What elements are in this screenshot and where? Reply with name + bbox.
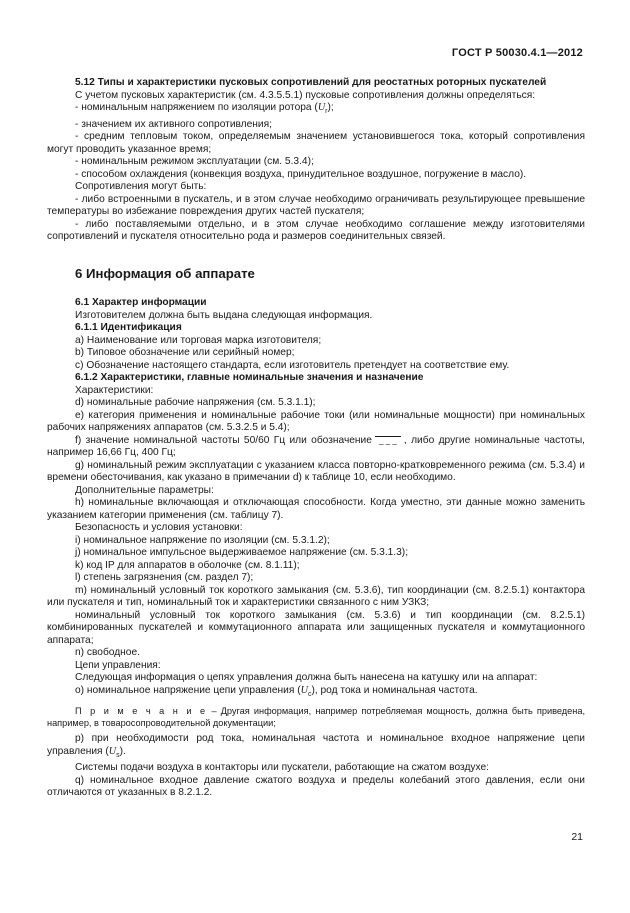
paragraph: С учетом пусковых характеристик (см. 4.3.5.5.1) пусковые сопротивления должны определяться: — [75, 89, 536, 101]
subsection-title: 6.1.2 Характеристики, главные номинальные значения и назначение — [75, 372, 424, 383]
list-item: - номинальным напряжением по изоляции ротора $(U_r)$; — [75, 102, 334, 116]
list-item: f) значение номинальной частоты 50/60 Гц или обозначение _ _ _ , либо другие номинальные частоты, например 16,66 Гц, 400 Гц; — [47, 434, 585, 458]
list-item: - средним тепловым током, определяемым значением установившегося тока, который сопротивления могут проводить указанное время; — [47, 131, 585, 155]
section-6-heading-block — [47, 268, 585, 281]
list-item: p) при необходимости род тока, номинальная частота и номинальное входное напряжение цепи управления $(U_s)$. — [47, 733, 585, 759]
list-item: h) номинальные включающая и отключающая способности. Когда уместно, эти данные можно заменить указанием категории применения (см. таблицу 7). — [47, 497, 585, 521]
list-item: - значением их активного сопротивления; — [75, 118, 272, 130]
list-item: d) номинальные рабочие напряжения (см. 5.3.1.1); — [75, 397, 316, 408]
list-item: o) номинальное напряжение цепи управления $(U_c)$, род тока и номинальная частота. — [75, 684, 478, 698]
section-5-12 — [47, 77, 585, 244]
list-item: номинальный условный ток короткого замыкания (см. 5.3.6) и тип координации (см. 8.2.5.1) комбинированных пускателей и коммутационного аппарата или защищенных пускателя и коммутационного аппарата; — [47, 609, 585, 646]
list-item: i) номинальное напряжение по изоляции (см. 5.3.1.2); — [75, 534, 330, 546]
paragraph: Цепи управления: — [75, 659, 161, 671]
note: П р и м е ч а н и е – Другая информация, например потребляемая мощность, должна быть приведена, например, в товаросопроводительной документации; — [47, 706, 585, 729]
list-item: g) номинальный режим эксплуатации с указанием класса повторно-кратковременного режима (см. 5.3.4) и времени обесточивания, как указано в примечании d) к таблице 10, если необходимо. — [47, 459, 585, 483]
list-item: m) номинальный условный ток короткого замыкания (см. 5.3.6), тип координации (см. 8.2.5.1) контактора или пускателя и тип, номинальный ток и характеристики связанного с ним УЗКЗ; — [47, 584, 585, 608]
list-item: - номинальным режимом эксплуатации (см. 5.3.4); — [75, 156, 314, 168]
list-item: - либо встроенными в пускатель, и в этом случае необходимо ограничивать результирующее превышение температуры во избежание повреждения других частей пускателя; — [47, 193, 585, 218]
paragraph: Безопасность и условия установки: — [75, 522, 243, 533]
list-item: l) степень загрязнения (см. раздел 7); — [75, 572, 254, 583]
standard-header: ГОСТ Р 50030.4.1—2012 — [451, 47, 583, 59]
paragraph: Следующая информация о цепях управления должна быть нанесена на катушку или на аппарат: — [75, 672, 538, 683]
list-item: - либо поставляемыми отдельно, и в этом случае необходимо соглашение между изготовителями сопротивлений и пускателя относительно рода и размеров соединительных связей. — [47, 218, 585, 243]
list-item: k) код IP для аппаратов в оболочке (см. 8.1.11); — [75, 559, 300, 571]
paragraph: Системы подачи воздуха в контакторы или пускатели, работающие на сжатом воздухе: — [75, 762, 489, 774]
section-title: 5.12 Типы и характеристики пусковых сопротивлений для реостатных роторных пускателей — [75, 77, 547, 88]
paragraph: Дополнительные параметры: — [75, 484, 214, 496]
list-item: n) свободное. — [75, 647, 140, 658]
subsection-title: 6.1 Характер информации — [75, 297, 207, 308]
subsection-title: 6.1.1 Идентификация — [75, 322, 182, 333]
paragraph: Сопротивления могут быть: — [75, 181, 207, 193]
list-item: j) номинальное импульсное выдерживаемое напряжение (см. 5.3.1.3); — [75, 547, 409, 558]
list-item: b) Типовое обозначение или серийный номер; — [75, 347, 295, 358]
paragraph: Характеристики: — [75, 384, 154, 396]
list-item: q) номинальное входное давление сжатого воздуха и пределы колебаний этого давления, если они отличаются от указанных в 8.2.1.2. — [47, 774, 585, 799]
list-item: e) категория применения и номинальные рабочие токи (или номинальные мощности) при номинальных рабочих напряжениях аппаратов (см. 5.3.2.5 и 5.4); — [47, 409, 585, 433]
dc-symbol: _ _ _ — [375, 436, 401, 445]
paragraph: Изготовителем должна быть выдана следующая информация. — [75, 309, 373, 321]
list-item: c) Обозначение настоящего стандарта, если изготовитель претендует на соответствие ему. — [75, 359, 510, 371]
list-item: a) Наименование или торговая марка изготовителя; — [75, 334, 322, 346]
page-number: 21 — [571, 831, 583, 843]
list-item: - способом охлаждения (конвекция воздуха, принудительное воздушное, погружение в масло). — [75, 168, 527, 180]
section-title: 6 Информация об аппарате — [75, 266, 255, 281]
section-6-body — [47, 297, 585, 800]
